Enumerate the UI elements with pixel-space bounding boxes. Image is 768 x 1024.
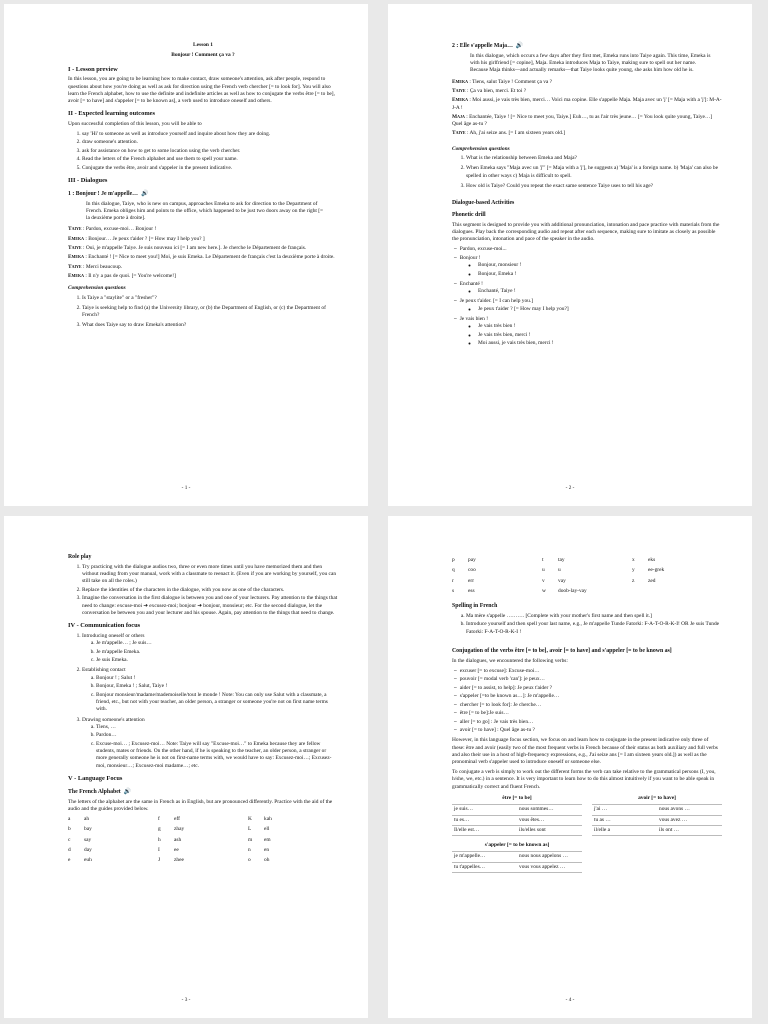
- dialogue-intro: In this dialogue, Taiye, who is new on campus, approaches Emeka to ask for direction to the Department of French. Emeka obliges him and points to the office, which happened to be just two doors away on the right [= la deuxième porte à droite].: [86, 200, 324, 222]
- list-item: b. Introduce yourself and then spell your last name, e.g., Je m'appelle Tunde Fatorki: F-A-T-O-R-K-I! OR Je suis Tunde Fatorki: F-A-T-O-R-K-I !: [466, 621, 722, 636]
- questions-list: [452, 155, 722, 190]
- list-item: 2. draw someone's attention.: [82, 139, 338, 146]
- table-row: [592, 815, 722, 825]
- alphabet-pronunciation: oh: [264, 857, 270, 864]
- alphabet-entry: [248, 826, 338, 833]
- table-row: [452, 815, 582, 825]
- alphabet-pronunciation: kah: [264, 816, 272, 823]
- table-cell: tu t'appelles…: [454, 863, 486, 870]
- list-item: 4. Read the letters of the French alphabet and use them to spell your name.: [82, 156, 338, 163]
- speaker-name: Emeka: [68, 254, 85, 261]
- table-cell: je m'appelle…: [454, 853, 486, 860]
- section-heading: Conjugation of the verbs être [= to be], avoir [= to have] and s'appeler [= to be known as]: [452, 648, 672, 655]
- drill-sublist: [462, 306, 722, 313]
- alphabet-letter: L: [248, 826, 252, 833]
- question: 3. What does Taiye say to draw Emeka's attention?: [82, 322, 338, 329]
- alphabet-pronunciation: euh: [84, 857, 92, 864]
- alphabet-entry: [68, 816, 158, 823]
- alphabet-entry: [68, 857, 158, 864]
- dialogue-line: [68, 264, 338, 271]
- alphabet-entry: [248, 816, 338, 823]
- alphabet-entry: [542, 578, 632, 585]
- line-text: : Bonjour… Je peux t'aider ? [= How may I help you? ]: [85, 235, 205, 242]
- alphabet-pronunciation: vay: [558, 577, 566, 584]
- alphabet-letter: x: [632, 557, 635, 563]
- drill-sublist: [462, 323, 722, 347]
- alphabet-entry: [248, 847, 338, 854]
- table-row: [592, 804, 722, 814]
- line-text: : Moi aussi, je vais très bien, merci… Voici ma copine. Elle s'appelle Maja. Maja avec un 'j' [= Maja with a 'j']: M-A-J-A !: [452, 97, 722, 111]
- question: 2. Taiye is seeking help to find (a) the University library, or (b) the Department of English, or (c) the Department of French?: [82, 305, 338, 320]
- table-cell: nous avons …: [659, 806, 690, 813]
- table-title: s'appeler [= to be known as]: [484, 842, 550, 849]
- page-number: - 2 -: [565, 484, 575, 491]
- table-cell: ils/elles sont: [519, 826, 546, 833]
- alphabet-entry: [68, 847, 158, 854]
- alphabet-letter: o: [248, 857, 251, 864]
- dialogue-line: [452, 79, 722, 86]
- page-number: - 1 -: [181, 484, 191, 491]
- alphabet-letter: d: [68, 847, 71, 854]
- dialogue-line: [68, 226, 338, 233]
- conjugation-tables: [452, 795, 722, 873]
- list-item: [82, 717, 338, 770]
- alphabet-pronunciation: em: [264, 836, 271, 843]
- drill-item: [459, 316, 722, 348]
- list-item: – aider [= to assist, to help]: Je peux t'aider ?: [462, 685, 722, 692]
- subitem: b. Pardon…: [96, 732, 338, 739]
- paragraph: In the dialogues, we encountered the following verbs:: [452, 657, 568, 664]
- dialogue-line: [452, 130, 722, 137]
- role-play-list: [68, 564, 338, 617]
- alphabet-pronunciation: zhay: [174, 826, 185, 833]
- question: 1. What is the relationship between Emeka and Maja?: [466, 155, 722, 162]
- alphabet-letter: e: [68, 857, 71, 864]
- dialogue-line: [68, 236, 338, 243]
- speaker-name: Emeka: [68, 272, 85, 279]
- line-text: : Pardon, excuse-moi… Bonjour !: [82, 226, 157, 233]
- table-title: avoir [= to have]: [638, 794, 676, 801]
- paragraph: Upon successful completion of this lesson, you will be able to: [68, 121, 202, 128]
- sublist: [82, 724, 338, 770]
- drill-subitem: ◦ Je peux t'aider ? [= How may I help you?]: [478, 306, 722, 313]
- alphabet-letter: s: [452, 587, 455, 594]
- outcomes-list: [68, 131, 338, 172]
- line-text: : Ça va bien, merci. Et toi ?: [466, 88, 527, 94]
- table-cell: nous sommes…: [519, 806, 554, 813]
- subitem: c. Bonjour monsieur/madame/mademoiselle/tout le monde ! Note: You can only use Salut with a classmate, a friend, etc., but not with your teacher, an older person, a stranger or someone you're not on first name terms with.: [96, 692, 338, 714]
- list-item: a. Ma mère s'appelle ………. [Complete with your mother's first name and then spell it.]: [466, 613, 722, 620]
- line-text: : Merci beaucoup.: [82, 263, 123, 270]
- alphabet-letter: v: [542, 577, 545, 584]
- speaker-name: Emeka: [452, 78, 469, 85]
- table-cell: ils ont …: [659, 826, 680, 833]
- alphabet-letter: r: [452, 577, 454, 584]
- subitem: a. Tiens, …: [96, 724, 338, 731]
- table-cell: vous êtes…: [519, 816, 545, 823]
- list-item: 2. Replace the identities of the characters in the dialogue, with you now as one of the characters.: [82, 587, 338, 594]
- table-cell: j'ai …: [594, 806, 608, 813]
- alphabet-pronunciation: zhee: [174, 857, 184, 864]
- alphabet-grid: [452, 557, 722, 595]
- drill-item: [459, 246, 722, 253]
- list-item: 5. Conjugate the verbs être, avoir and s'appeler in the present indicative.: [82, 165, 338, 172]
- alphabet-pronunciation: ee-grek: [648, 567, 665, 574]
- dialogue-line: [452, 88, 722, 95]
- alphabet-entry: [542, 567, 632, 574]
- alphabet-entry: [542, 557, 632, 564]
- dialogue-heading: [452, 42, 722, 51]
- alphabet-letter: u: [542, 567, 545, 574]
- paragraph: To conjugate a verb is simply to work out the different forms the verb can take relative to the grammatical persons (I, you, h/she, we, etc.) in a sentence. It is very important to learn how to do this almost intuitively if you want to be able speak in grammatically correct and fluent French.: [452, 769, 716, 790]
- table-cell: tu es…: [454, 816, 470, 823]
- list-item: [82, 667, 338, 713]
- subsection-heading: Spelling in French: [452, 603, 498, 610]
- section-heading: I - Lesson preview: [68, 65, 118, 73]
- speaker-name: Taiye: [452, 130, 466, 137]
- drill-text: Pardon, excuse-moi...: [459, 246, 507, 253]
- table-cell: nous nous appelons …: [519, 853, 568, 860]
- subitem: c. Excuse-moi… ; Excusez-moi… Note: Taiye will say "Excuse-moi…" to Emeka because they are fellow students, mates or friends. On the other hand, if he is speaking to the teacher, an older person, a stranger or more generally someone he is not on first-name terms with, we would have to say: Excusez-moi…; Excusez-moi, monsieur…; Excusez-moi madame…; etc.: [96, 741, 338, 770]
- alphabet-letter: J: [158, 857, 161, 864]
- alphabet-entry: [68, 826, 158, 833]
- dialogue-line: [452, 97, 722, 112]
- alphabet-pronunciation: bay: [84, 826, 92, 833]
- paragraph: This segment is designed to provide you with additional pronunciation, intonation and pace practice with materials from the dialogues. Play back the corresponding audio and repeat after each sequence, making sure to imitate as closely as possible the pronunciation, intonation and pace of the speaker in the audio.: [452, 221, 720, 243]
- alphabet-letter: I: [158, 847, 160, 854]
- speaker-name: Maja: [452, 113, 465, 120]
- alphabet-entry: [158, 837, 248, 844]
- alphabet-letter: m: [248, 836, 253, 843]
- list-item: – être [= to be]:Je suis…: [462, 710, 722, 717]
- paragraph: In this lesson, you are going to be learning how to make contact, draw someone's attention, ask after people, respond to questions about how you're doing as well as ask for direction using the French verb chercher [= to look for]. You will also learn the French alphabet, how to use the definite and indefinite articles as well as how to conjugate the verbs être [= to be], avoir [= to have] and s'appeler [= to be known as], a verb used to introduce oneself and others.: [68, 76, 335, 105]
- speaker-name: Emeka: [68, 235, 85, 242]
- alphabet-title: The French Alphabet: [68, 788, 121, 795]
- alphabet-entry: [158, 816, 248, 823]
- list-item: – pouvoir [= modal verb 'can']: je peux…: [462, 676, 722, 683]
- alphabet-letter: K: [248, 816, 252, 823]
- section-heading: Dialogue-based Activities: [452, 200, 515, 207]
- question: 1. Is Taiye a "staylite" or a "fresher"?: [82, 295, 338, 302]
- alphabet-pronunciation: tay: [558, 557, 565, 563]
- list-item: 1. say 'Hi' to someone as well as introduce yourself and inquire about how they are doing.: [82, 131, 338, 138]
- drill-text: Je peux t'aider. [= I can help you.]: [459, 298, 534, 305]
- question: 3. How old is Taiye? Could you repeat the exact same sentence Taiye uses to tell his age?: [466, 183, 722, 190]
- speaker-name: Taiye: [68, 226, 82, 233]
- speaker-icon[interactable]: 🔊: [140, 190, 149, 197]
- speaker-icon[interactable]: 🔊: [515, 43, 524, 49]
- table-cell: il/elle a: [594, 826, 611, 833]
- alphabet-entry: [452, 588, 542, 595]
- alphabet-pronunciation: zed: [648, 577, 656, 584]
- subitem: c. Je suis Emeka.: [96, 657, 338, 664]
- drill-subitem: ◦ Je vais très bien !: [478, 323, 722, 330]
- alphabet-entry: [542, 588, 632, 595]
- item-text: Drawing someone's attention: [82, 716, 145, 723]
- questions-heading: Comprehension questions: [452, 145, 510, 152]
- page-2: [388, 4, 752, 506]
- table-cell: vous vous appelez …: [519, 863, 566, 870]
- page-number: - 4 -: [565, 996, 575, 1003]
- alphabet-entry: [632, 567, 722, 574]
- questions-heading: Comprehension questions: [68, 285, 126, 292]
- alphabet-pronunciation: ess: [468, 587, 475, 594]
- alphabet-pronunciation: pay: [468, 557, 476, 563]
- line-text: : Enchanté ! [= Nice to meet you!] Moi, je suis Emeka. Le Département de français c'est la deuxième porte à droite.: [85, 254, 335, 261]
- dialogue-line: [452, 114, 722, 129]
- page-3: [4, 516, 368, 1018]
- alphabet-letter: c: [68, 836, 71, 843]
- drill-subitem: ◦ Bonjour, Emeka !: [478, 271, 722, 278]
- subitem: b. Bonjour, Emeka ! ; Salut, Taiye !: [96, 683, 338, 690]
- item-text: Introducing oneself or others: [82, 632, 145, 639]
- dialogue-line: [68, 254, 338, 261]
- page-4: [388, 516, 752, 1018]
- alphabet-letter: t: [542, 557, 544, 563]
- table-cell: tu as …: [594, 816, 611, 823]
- alphabet-letter: f: [158, 816, 160, 823]
- question: 2. When Emeka says "Maja avec un 'j'" [= Maja with a 'j'], he suggests a) 'Maja' is a foreign name. b) 'Maja' can also be spelled in other ways c) Maja is difficult to spell.: [466, 165, 722, 180]
- alphabet-pronunciation: ell: [264, 826, 270, 833]
- page-number: - 3 -: [181, 996, 191, 1003]
- alphabet-pronunciation: u: [558, 567, 561, 574]
- alphabet-letter: p: [452, 557, 455, 563]
- drill-item: [459, 254, 722, 278]
- speaker-name: Taiye: [68, 245, 82, 252]
- subitem: a. Bonjour ! ; Salut !: [96, 675, 338, 682]
- alphabet-letter: q: [452, 567, 455, 574]
- drill-list: [452, 246, 722, 347]
- drill-sublist: [462, 288, 722, 295]
- list-item: – avoir [= to have] : Quel âge as-tu ?: [462, 727, 722, 734]
- drill-item: [459, 280, 722, 296]
- paragraph: However, in this language focus section, we focus on and learn how to conjugate in the present indicative only three of these: être and avoir (easily two of the most frequent verbs in French because of their status as both auxiliary and full verbs and also their use in a host of high-frequency expressions, e.g., J'ai seize ans [= I am sixteen years old.]) as well as the pronominal verb s'appeler used to introduce oneself or someone else.: [452, 737, 718, 766]
- sublist: [82, 640, 338, 664]
- drill-subitem: ◦ Bonjour, monsieur !: [478, 262, 722, 269]
- dialogue-title: 1 : Bonjour ! Je m'appelle…: [68, 190, 138, 197]
- alphabet-entry: [158, 847, 248, 854]
- speaker-name: Taiye: [68, 263, 82, 270]
- list-item: – s'appeler [=to be known as…]: Je m'appelle…: [462, 693, 722, 700]
- alphabet-entry: [68, 837, 158, 844]
- line-text: : Enchantée, Taiye ! [= Nice to meet you, Taiye.] Euh…, tu as l'air très jeune… [= You look quite young, Taiye…] Quel âge as-tu ?: [452, 113, 713, 128]
- list-item: – aller [= to go] : Je vais très bien…: [462, 719, 722, 726]
- alphabet-entry: [158, 826, 248, 833]
- list-item: [82, 633, 338, 665]
- subsection-heading: Phonetic drill: [452, 212, 486, 219]
- alphabet-entry: [452, 557, 542, 564]
- drill-text: Je vais bien !: [459, 316, 488, 323]
- drill-text: Bonjour !: [459, 254, 481, 261]
- table-row: [452, 851, 582, 861]
- alphabet-pronunciation: say: [84, 836, 92, 843]
- paragraph: The letters of the alphabet are the same in French as in English, but are pronounced differently. Practice with the aid of the audio and the guides provided below.: [68, 798, 333, 812]
- table-row: [592, 825, 722, 836]
- alphabet-letter: g: [158, 826, 161, 833]
- list-item: – excuser [= to excuse]: Excuse-moi…: [462, 668, 722, 675]
- alphabet-grid: [68, 816, 338, 864]
- table-title: être [= to be]: [502, 794, 532, 801]
- alphabet-letter: n: [248, 847, 251, 854]
- subitem: a. Je m'appelle… ; Je suis…: [96, 640, 338, 647]
- alphabet-entry: [632, 578, 722, 585]
- section-heading: V - Language Focus: [68, 775, 123, 783]
- speaker-name: Taiye: [452, 88, 466, 94]
- alphabet-pronunciation: ash: [174, 836, 182, 843]
- alphabet-entry: [632, 588, 722, 595]
- dialogue-line: [68, 245, 338, 252]
- alphabet-letter: b: [68, 826, 71, 833]
- table-cell: Il/elle est…: [454, 826, 480, 833]
- drill-text: Enchanté !: [459, 280, 483, 287]
- alphabet-entry: [632, 557, 722, 564]
- table-row: [452, 825, 582, 836]
- line-text: : Ah, j'ai seize ans. [= I am sixteen years old.]: [466, 130, 566, 137]
- drill-subitem: ◦ Je vais très bien, merci !: [478, 332, 722, 339]
- speaker-icon[interactable]: 🔊: [123, 788, 132, 795]
- dialogue-line: [68, 273, 338, 280]
- table-row: [452, 804, 582, 814]
- table-cell: je suis…: [454, 806, 474, 813]
- alphabet-letter: a: [68, 816, 71, 823]
- communication-list: [68, 633, 338, 770]
- line-text: : Il n'y a pas de quoi. [= You're welcome!]: [85, 272, 176, 279]
- line-text: : Oui, je m'appelle Taiye. Je suis nouveau ici [= I am new here.]. Je cherche le Département de français.: [82, 245, 307, 252]
- section-heading: IV - Communication focus: [68, 622, 141, 630]
- lesson-title: Bonjour ! Comment ça va ?: [171, 52, 235, 59]
- drill-subitem: ◦ Moi aussi, je vais très bien, merci !: [478, 340, 722, 347]
- alphabet-pronunciation: eks: [648, 557, 656, 563]
- dialogue-intro: In this dialogue, which occurs a few days after they first met, Emeka runs into Taiye again. This time, Emeka is with his girlfriend [= copine], Maja. Emeka introduces Maja to Taiye, making sure to spell out her name. Because Maja thinks—and actually remarks—that Taiye looks quite young, she asks him how old he is.: [470, 52, 711, 74]
- line-text: : Tiens, salut Taiye ! Comment ça va ?: [469, 78, 553, 85]
- subsection-heading: [68, 788, 338, 797]
- subitem: b. Je m'appelle Emeka.: [96, 649, 338, 656]
- conjugation-etre: [452, 795, 582, 836]
- alphabet-pronunciation: err: [468, 577, 474, 584]
- drill-sublist: [462, 262, 722, 278]
- section-heading: III - Dialogues: [68, 177, 108, 185]
- alphabet-pronunciation: doob-lay-vay: [558, 587, 587, 594]
- alphabet-entry: [248, 837, 338, 844]
- item-text: Establishing contact: [82, 667, 126, 674]
- alphabet-pronunciation: coo: [468, 567, 476, 574]
- alphabet-letter: w: [542, 587, 546, 594]
- section-heading: Role play: [68, 554, 92, 560]
- alphabet-letter: z: [632, 577, 635, 584]
- list-item: 1. Try practicing with the dialogue audios two, three or even more times until you have memorized them and then without reading from your manual, work with a classmate to reenact it. (Even if you are working by yourself, you can still take on all the roles.): [82, 564, 338, 586]
- list-item: – chercher [= to look for]: Je cherche…: [462, 702, 722, 709]
- page-1: [4, 4, 368, 506]
- sublist: [82, 675, 338, 714]
- lesson-number: Lesson 1: [193, 42, 213, 48]
- table-cell: vous avez …: [659, 816, 688, 823]
- alphabet-entry: [158, 857, 248, 864]
- alphabet-entry: [452, 567, 542, 574]
- spelling-list: [452, 613, 722, 636]
- drill-item: [459, 298, 722, 313]
- dialogue-heading: [68, 190, 338, 199]
- list-item: 3. ask for assistance on how to get to some location using the verb chercher.: [82, 148, 338, 155]
- conjugation-sappeler: [452, 842, 582, 873]
- alphabet-pronunciation: en: [264, 847, 270, 854]
- list-item: 3. Imagine the conversation in the first dialogue is between you and one of your lecturers. Pay attention to the things that need to change: excuse-moi ➔ excusez-moi; bonjour ➔ bonjour, monsieur; etc. For the second dialogue, let the conversation be between you and your lecturer and his spouse. Again, pay attention to the things that need to change.: [82, 595, 338, 617]
- drill-subitem: ◦ Enchanté, Taiye !: [478, 288, 722, 295]
- alphabet-entry: [248, 857, 338, 864]
- alphabet-pronunciation: eff: [174, 816, 180, 823]
- alphabet-pronunciation: ee: [174, 847, 179, 854]
- alphabet-pronunciation: day: [84, 847, 92, 854]
- conjugation-avoir: [592, 795, 722, 836]
- alphabet-entry: [452, 578, 542, 585]
- alphabet-letter: h: [158, 836, 161, 843]
- questions-list: [68, 295, 338, 330]
- section-heading: II - Expected learning outcomes: [68, 110, 155, 118]
- verbs-list: [452, 668, 722, 735]
- alphabet-letter: y: [632, 567, 635, 574]
- table-row: [452, 862, 582, 873]
- dialogue-title: 2 : Elle s'appelle Maja…: [452, 43, 513, 49]
- alphabet-pronunciation: ah: [84, 816, 90, 823]
- speaker-name: Emeka: [452, 97, 469, 104]
